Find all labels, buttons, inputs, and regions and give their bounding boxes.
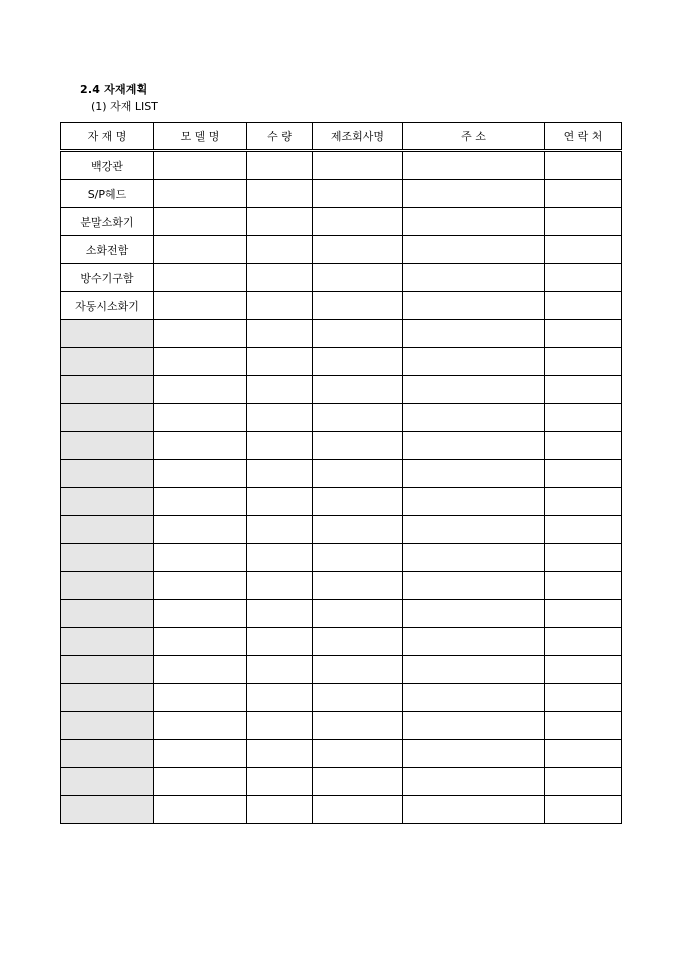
header-quantity: 수 량 xyxy=(247,123,313,151)
cell-quantity xyxy=(247,208,313,236)
cell-material-name: 소화전함 xyxy=(61,236,154,264)
cell-quantity xyxy=(247,151,313,180)
cell-material-name: 분말소화기 xyxy=(61,208,154,236)
cell-manufacturer xyxy=(313,320,403,348)
cell-address xyxy=(403,684,545,712)
cell-address xyxy=(403,740,545,768)
cell-manufacturer xyxy=(313,768,403,796)
cell-material-name xyxy=(61,628,154,656)
cell-contact xyxy=(545,712,622,740)
cell-quantity xyxy=(247,628,313,656)
cell-contact xyxy=(545,404,622,432)
cell-address xyxy=(403,376,545,404)
cell-contact xyxy=(545,684,622,712)
cell-manufacturer xyxy=(313,600,403,628)
cell-model-name xyxy=(154,768,247,796)
cell-material-name xyxy=(61,740,154,768)
cell-manufacturer xyxy=(313,236,403,264)
table-row xyxy=(61,432,622,460)
cell-contact xyxy=(545,740,622,768)
cell-model-name xyxy=(154,404,247,432)
cell-address xyxy=(403,208,545,236)
cell-quantity xyxy=(247,376,313,404)
cell-model-name xyxy=(154,348,247,376)
cell-quantity xyxy=(247,656,313,684)
cell-address xyxy=(403,180,545,208)
table-row xyxy=(61,404,622,432)
cell-contact xyxy=(545,320,622,348)
table-row xyxy=(61,236,622,264)
cell-material-name xyxy=(61,320,154,348)
cell-manufacturer xyxy=(313,432,403,460)
table-row xyxy=(61,208,622,236)
header-model-name: 모 델 명 xyxy=(154,123,247,151)
cell-address xyxy=(403,768,545,796)
table-row xyxy=(61,320,622,348)
cell-manufacturer xyxy=(313,460,403,488)
material-list-table xyxy=(60,122,622,824)
cell-manufacturer xyxy=(313,488,403,516)
table-row xyxy=(61,292,622,320)
cell-quantity xyxy=(247,404,313,432)
table-row xyxy=(61,740,622,768)
cell-model-name xyxy=(154,432,247,460)
cell-model-name xyxy=(154,292,247,320)
cell-manufacturer xyxy=(313,544,403,572)
cell-model-name xyxy=(154,376,247,404)
cell-quantity xyxy=(247,348,313,376)
cell-material-name xyxy=(61,460,154,488)
table-row xyxy=(61,376,622,404)
cell-model-name xyxy=(154,544,247,572)
cell-material-name xyxy=(61,488,154,516)
cell-contact xyxy=(545,460,622,488)
cell-address xyxy=(403,544,545,572)
table-row xyxy=(61,460,622,488)
cell-quantity xyxy=(247,320,313,348)
cell-address xyxy=(403,600,545,628)
cell-address xyxy=(403,264,545,292)
cell-quantity xyxy=(247,796,313,824)
cell-material-name: 백강관 xyxy=(61,151,154,180)
cell-manufacturer xyxy=(313,404,403,432)
cell-address xyxy=(403,656,545,684)
header-manufacturer: 제조회사명 xyxy=(313,123,403,151)
cell-material-name xyxy=(61,712,154,740)
cell-manufacturer xyxy=(313,712,403,740)
cell-material-name xyxy=(61,600,154,628)
cell-manufacturer xyxy=(313,572,403,600)
cell-manufacturer xyxy=(313,180,403,208)
cell-material-name xyxy=(61,572,154,600)
table-body xyxy=(61,151,622,824)
cell-model-name xyxy=(154,656,247,684)
cell-contact xyxy=(545,488,622,516)
table-row xyxy=(61,264,622,292)
cell-address xyxy=(403,796,545,824)
cell-manufacturer xyxy=(313,264,403,292)
cell-contact xyxy=(545,768,622,796)
table-row xyxy=(61,180,622,208)
cell-contact xyxy=(545,432,622,460)
table-row xyxy=(61,516,622,544)
cell-address xyxy=(403,151,545,180)
table-row xyxy=(61,656,622,684)
cell-material-name: 자동시소화기 xyxy=(61,292,154,320)
cell-contact xyxy=(545,292,622,320)
cell-quantity xyxy=(247,712,313,740)
cell-address xyxy=(403,488,545,516)
cell-address xyxy=(403,712,545,740)
cell-address xyxy=(403,460,545,488)
cell-quantity xyxy=(247,572,313,600)
cell-contact xyxy=(545,656,622,684)
cell-model-name xyxy=(154,684,247,712)
cell-quantity xyxy=(247,684,313,712)
cell-material-name xyxy=(61,432,154,460)
table-row xyxy=(61,600,622,628)
table-row xyxy=(61,572,622,600)
cell-model-name xyxy=(154,320,247,348)
cell-manufacturer xyxy=(313,348,403,376)
cell-quantity xyxy=(247,460,313,488)
cell-material-name xyxy=(61,656,154,684)
cell-address xyxy=(403,404,545,432)
cell-model-name xyxy=(154,208,247,236)
cell-address xyxy=(403,516,545,544)
cell-manufacturer xyxy=(313,292,403,320)
cell-model-name xyxy=(154,796,247,824)
cell-address xyxy=(403,572,545,600)
cell-manufacturer xyxy=(313,208,403,236)
cell-quantity xyxy=(247,516,313,544)
cell-contact xyxy=(545,180,622,208)
cell-manufacturer xyxy=(313,740,403,768)
cell-manufacturer xyxy=(313,516,403,544)
cell-material-name: 방수기구함 xyxy=(61,264,154,292)
header-row xyxy=(61,123,622,151)
section-title: 2.4 자재계획 xyxy=(80,83,148,96)
cell-contact xyxy=(545,151,622,180)
cell-manufacturer xyxy=(313,796,403,824)
cell-quantity xyxy=(247,432,313,460)
cell-material-name xyxy=(61,516,154,544)
cell-model-name xyxy=(154,460,247,488)
cell-quantity xyxy=(247,488,313,516)
cell-material-name xyxy=(61,376,154,404)
cell-model-name xyxy=(154,572,247,600)
cell-contact xyxy=(545,376,622,404)
cell-manufacturer xyxy=(313,376,403,404)
cell-quantity xyxy=(247,264,313,292)
cell-model-name xyxy=(154,488,247,516)
cell-quantity xyxy=(247,740,313,768)
cell-model-name xyxy=(154,236,247,264)
header-address: 주 소 xyxy=(403,123,545,151)
cell-manufacturer xyxy=(313,628,403,656)
cell-address xyxy=(403,236,545,264)
cell-contact xyxy=(545,796,622,824)
cell-material-name: S/P헤드 xyxy=(61,180,154,208)
cell-quantity xyxy=(247,180,313,208)
cell-quantity xyxy=(247,768,313,796)
table-row xyxy=(61,628,622,656)
cell-contact xyxy=(545,572,622,600)
cell-address xyxy=(403,348,545,376)
cell-material-name xyxy=(61,796,154,824)
cell-manufacturer xyxy=(313,684,403,712)
cell-quantity xyxy=(247,292,313,320)
cell-contact xyxy=(545,628,622,656)
cell-model-name xyxy=(154,516,247,544)
cell-model-name xyxy=(154,740,247,768)
table-row xyxy=(61,488,622,516)
section-subtitle: (1) 자재 LIST xyxy=(91,100,158,113)
cell-contact xyxy=(545,348,622,376)
cell-model-name xyxy=(154,712,247,740)
cell-contact xyxy=(545,236,622,264)
cell-model-name xyxy=(154,628,247,656)
table-row xyxy=(61,151,622,180)
cell-contact xyxy=(545,544,622,572)
cell-model-name xyxy=(154,264,247,292)
cell-manufacturer xyxy=(313,151,403,180)
cell-address xyxy=(403,628,545,656)
cell-contact xyxy=(545,516,622,544)
cell-model-name xyxy=(154,151,247,180)
cell-material-name xyxy=(61,684,154,712)
cell-model-name xyxy=(154,600,247,628)
cell-contact xyxy=(545,264,622,292)
table-row xyxy=(61,684,622,712)
cell-quantity xyxy=(247,544,313,572)
cell-material-name xyxy=(61,348,154,376)
table-row xyxy=(61,544,622,572)
table-row xyxy=(61,796,622,824)
header-contact: 연 락 처 xyxy=(545,123,622,151)
table-row xyxy=(61,768,622,796)
cell-model-name xyxy=(154,180,247,208)
cell-contact xyxy=(545,600,622,628)
cell-material-name xyxy=(61,768,154,796)
cell-address xyxy=(403,320,545,348)
header-material-name: 자 재 명 xyxy=(61,123,154,151)
cell-contact xyxy=(545,208,622,236)
cell-quantity xyxy=(247,236,313,264)
cell-address xyxy=(403,432,545,460)
cell-quantity xyxy=(247,600,313,628)
cell-address xyxy=(403,292,545,320)
table-row xyxy=(61,712,622,740)
cell-material-name xyxy=(61,544,154,572)
cell-manufacturer xyxy=(313,656,403,684)
table-row xyxy=(61,348,622,376)
cell-material-name xyxy=(61,404,154,432)
